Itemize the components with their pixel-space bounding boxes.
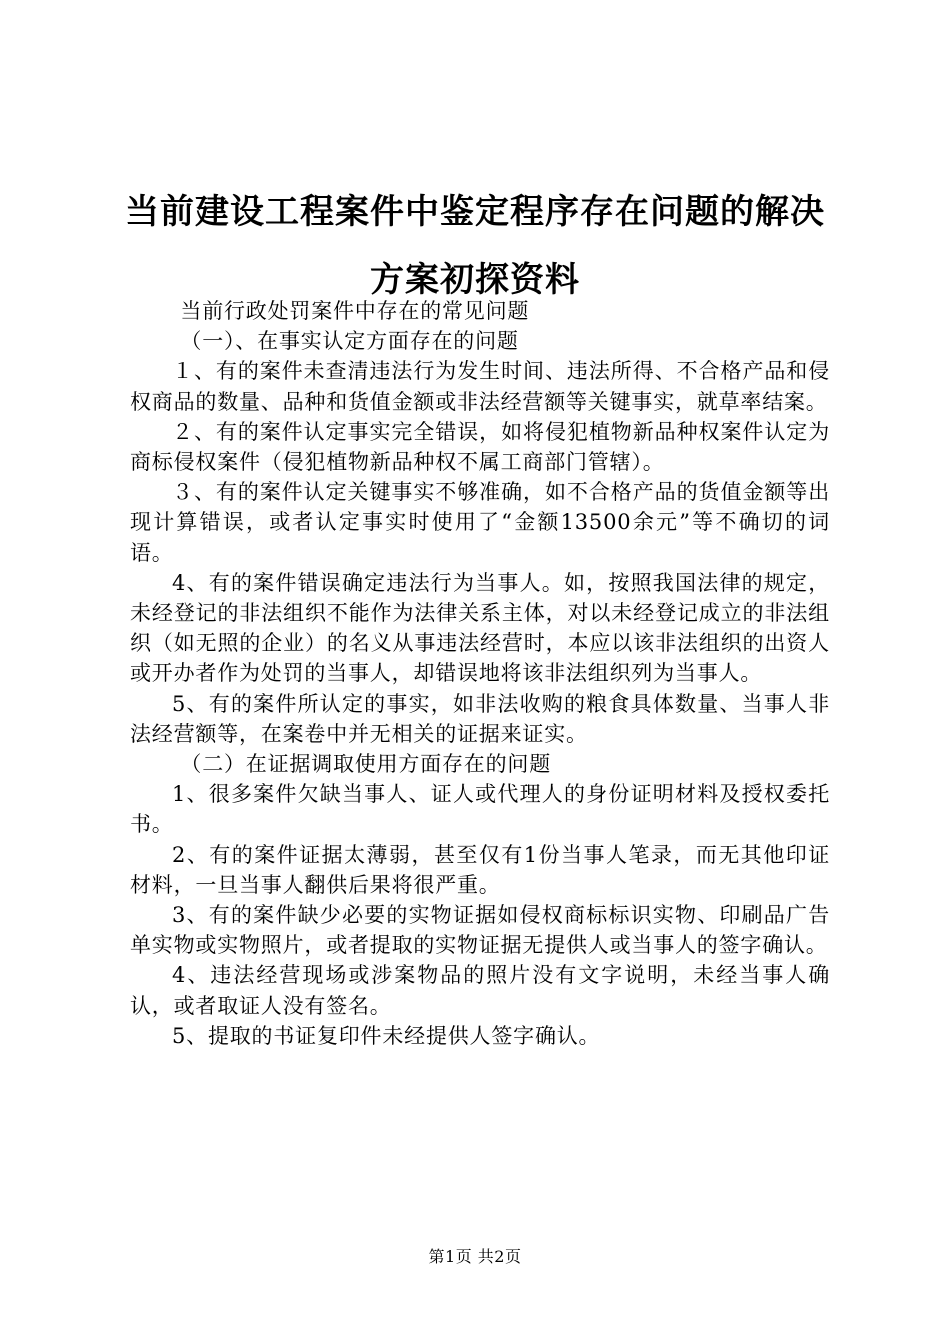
- paragraph-item: 5、提取的书证复印件未经提供人签字确认。: [172, 1023, 601, 1048]
- paragraph-section-heading-2: （二）在证据调取使用方面存在的问题: [180, 752, 551, 777]
- page-footer: 第1页 共2页: [428, 1247, 522, 1266]
- paragraph-heading-main: 当前行政处罚案件中存在的常见问题: [180, 299, 530, 323]
- paragraph-item: 2、有的案件证据太薄弱，甚至仅有1份当事人笔录，而无其他印证材料，一旦当事人翻供后果将很严重。: [130, 842, 830, 897]
- document-title: 当前建设工程案件中鉴定程序存在问题的解决方案初探资料: [125, 192, 825, 300]
- paragraph-item: １、有的案件未查清违法行为发生时间、违法所得、不合格产品和侵权商品的数量、品种和货值金额或非法经营额等关键事实，就草率结案。: [130, 359, 830, 414]
- document-body: [130, 296, 830, 1051]
- paragraph-item: 4、有的案件错误确定违法行为当事人。如，按照我国法律的规定，未经登记的非法组织不能作为法律关系主体，对以未经登记成立的非法组织（如无照的企业）的名义从事违法经营时，本应以该非法组织的出资人或开办者作为处罚的当事人，却错误地将该非法组织列为当事人。: [130, 570, 830, 686]
- paragraph-item: 1、很多案件欠缺当事人、证人或代理人的身份证明材料及授权委托书。: [130, 782, 830, 837]
- paragraph-item: 3、有的案件缺少必要的实物证据如侵权商标标识实物、印刷品广告单实物或实物照片，或者提取的实物证据无提供人或当事人的签字确认。: [130, 903, 830, 958]
- paragraph-item: 5、有的案件所认定的事实，如非法收购的粮食具体数量、当事人非法经营额等，在案卷中并无相关的证据来证实。: [130, 691, 830, 746]
- paragraph-section-heading-1: （一）、在事实认定方面存在的问题: [180, 329, 519, 354]
- paragraph-item: ２、有的案件认定事实完全错误，如将侵犯植物新品种权案件认定为商标侵权案件（侵犯植物新品种权不属工商部门管辖）。: [130, 419, 830, 475]
- paragraph-item: ３、有的案件认定关键事实不够准确，如不合格产品的货值金额等出现计算错误，或者认定事实时使用了“金额13500余元”等不确切的词语。: [130, 480, 830, 565]
- paragraph-item: 4、违法经营现场或涉案物品的照片没有文字说明，未经当事人确认，或者取证人没有签名。: [130, 963, 830, 1018]
